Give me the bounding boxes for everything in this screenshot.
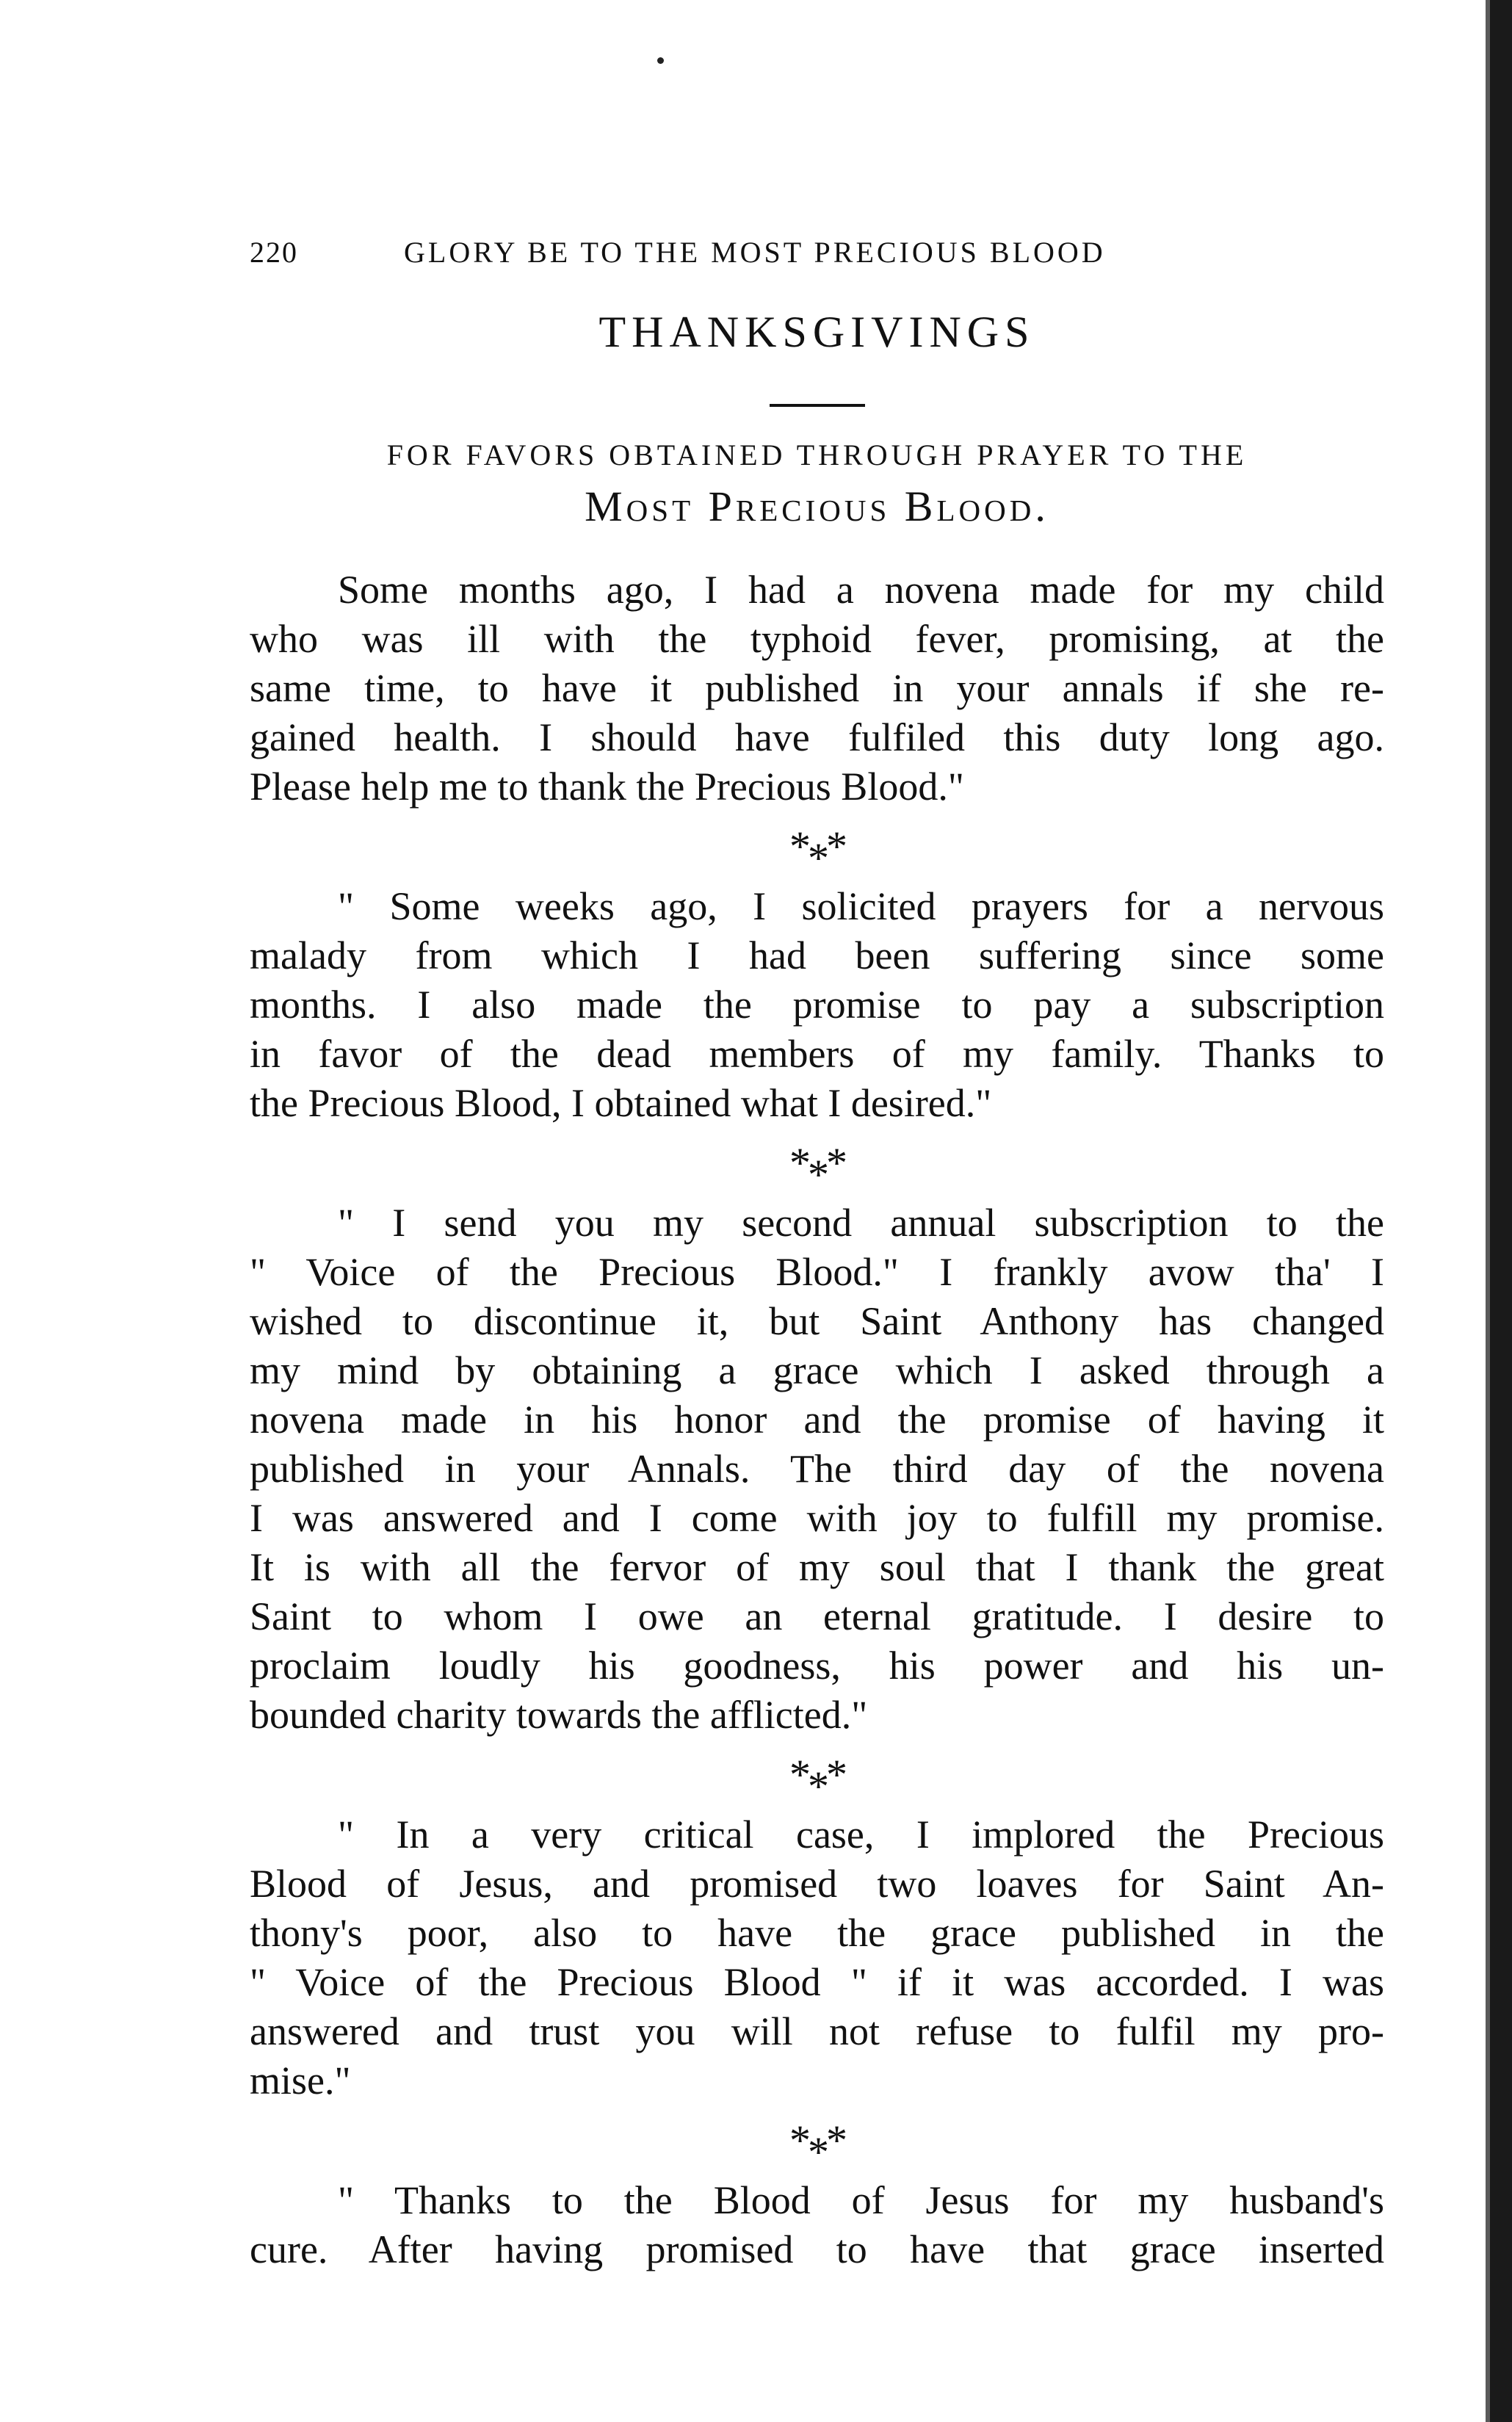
text-line: Please help me to thank the Precious Blood.": [250, 764, 964, 809]
paragraph-5: [250, 2176, 1384, 2274]
running-head: [250, 235, 1384, 279]
asterism-separator: ***: [789, 1751, 844, 1810]
text-line: months. I also made the promise to pay a subscription: [250, 983, 1384, 1027]
print-speck: [657, 57, 664, 64]
text-line: It is with all the fervor of my soul that I thank the great: [250, 1545, 1384, 1589]
text-line: " Voice of the Precious Blood " if it was accorded. I was: [250, 1960, 1384, 2004]
text-line: " Thanks to the Blood of Jesus for my husband's: [338, 2178, 1384, 2222]
text-line: I was answered and I come with joy to fulfill my promise.: [250, 1496, 1384, 1540]
text-line: who was ill with the typhoid fever, promising, at the: [250, 617, 1384, 661]
page-number: 220: [250, 236, 298, 269]
section-title: THANKSGIVINGS: [598, 308, 1035, 356]
text-line: my mind by obtaining a grace which I asked through a: [250, 1348, 1384, 1392]
text-line: in favor of the dead members of my family. Thanks to: [250, 1032, 1384, 1076]
text-line: cure. After having promised to have that grace inserted: [250, 2227, 1384, 2271]
text-line: Blood of Jesus, and promised two loaves for Saint An-: [250, 1862, 1384, 1906]
running-title: GLORY BE TO THE MOST PRECIOUS BLOOD: [404, 236, 1106, 269]
title-rule: [770, 404, 865, 407]
text-line: proclaim loudly his goodness, his power and his un-: [250, 1644, 1384, 1688]
text-line: mise.": [250, 2058, 351, 2103]
paragraph-4: [250, 1810, 1384, 2105]
section-subtitle-line-2: Most Precious Blood.: [585, 482, 1049, 530]
paragraph-2: [250, 882, 1384, 1128]
text-line: " Voice of the Precious Blood." I frankly avow tha' I: [250, 1250, 1384, 1294]
text-line: the Precious Blood, I obtained what I desired.": [250, 1081, 992, 1125]
paragraph-1: [250, 565, 1384, 811]
text-line: bounded charity towards the afflicted.": [250, 1693, 868, 1737]
text-line: " Some weeks ago, I solicited prayers for a nervous: [338, 884, 1384, 928]
section-subtitle-line-1: FOR FAVORS OBTAINED THROUGH PRAYER TO THE: [386, 438, 1248, 471]
text-line: published in your Annals. The third day of the novena: [250, 1447, 1384, 1491]
asterism-separator: ***: [789, 2116, 844, 2176]
text-line: Some months ago, I had a novena made for my child: [338, 568, 1384, 612]
text-line: " In a very critical case, I implored the Precious: [338, 1812, 1384, 1857]
asterism-separator: ***: [789, 823, 844, 882]
text-line: malady from which I had been suffering since some: [250, 933, 1384, 977]
paragraph-3: [250, 1199, 1384, 1740]
text-line: same time, to have it published in your annals if she re-: [250, 666, 1384, 710]
page-column: [250, 235, 1384, 2274]
text-line: wished to discontinue it, but Saint Anthony has changed: [250, 1299, 1384, 1343]
asterism-separator: ***: [789, 1139, 844, 1199]
text-line: answered and trust you will not refuse to fulfil my pro-: [250, 2009, 1384, 2053]
text-line: gained health. I should have fulfiled this duty long ago.: [250, 715, 1384, 759]
text-line: novena made in his honor and the promise of having it: [250, 1398, 1384, 1442]
text-line: " I send you my second annual subscription to the: [338, 1201, 1384, 1245]
text-line: thony's poor, also to have the grace published in the: [250, 1911, 1384, 1955]
page-edge: [1490, 0, 1512, 2422]
text-line: Saint to whom I owe an eternal gratitude. I desire to: [250, 1594, 1384, 1638]
